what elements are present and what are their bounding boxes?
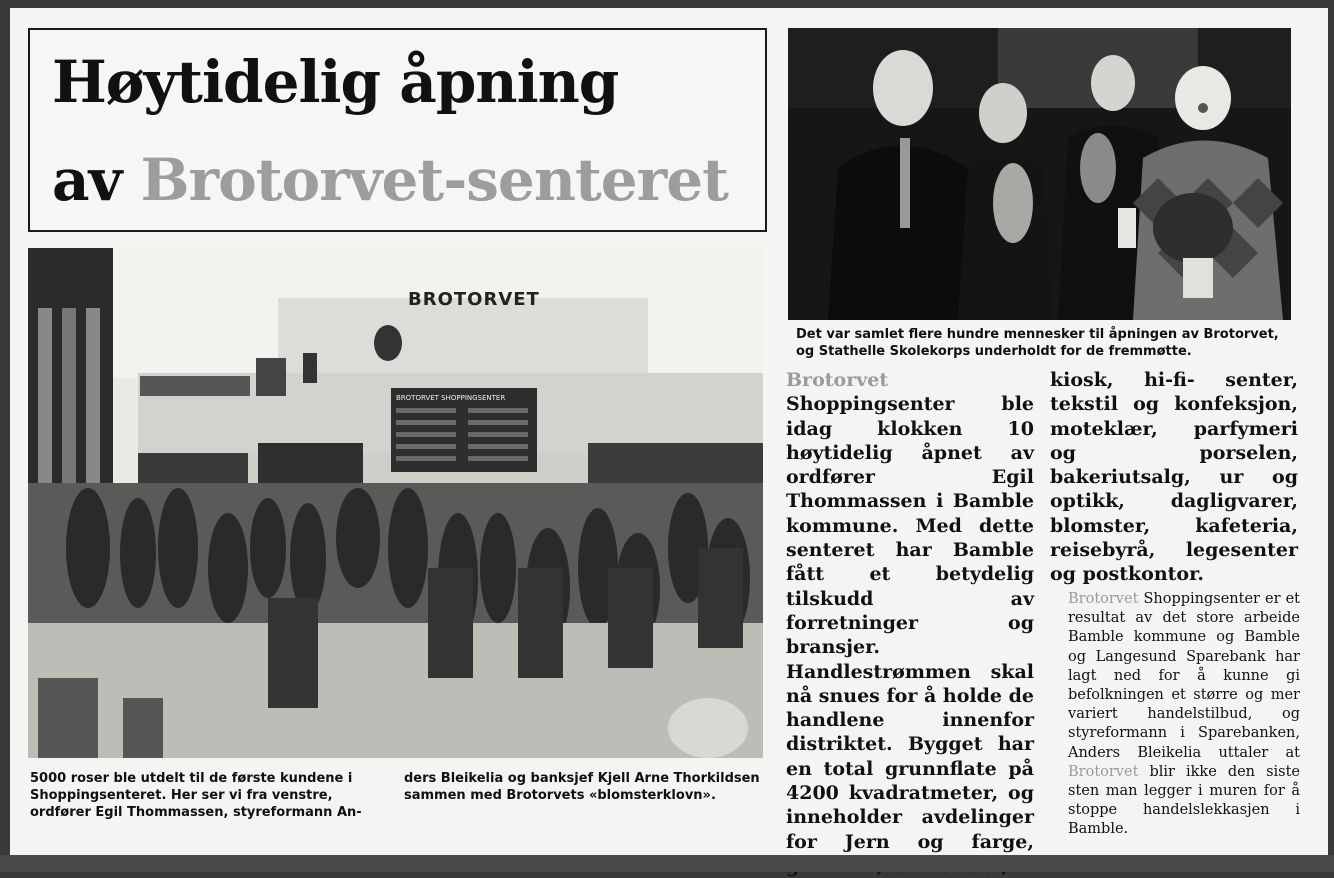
headline-box — [28, 28, 767, 232]
headline-prefix: av — [52, 146, 122, 214]
directory-board-title: BROTORVET SHOPPINGSENTER — [396, 394, 506, 402]
right-photo-caption: Det var samlet flere hundre mennesker til åpningen av Brotorvet, og Stathelle Skolekorps underholdt for de fremmøtte. — [796, 327, 1279, 359]
article-lede-name: Brotorvet — [786, 369, 889, 391]
left-photo-caption-part2: ders Bleikelia og banksjef Kjell Arne Thorkildsen sammen med Brotorvets «blomsterklovn». — [404, 771, 760, 803]
para2-name-2: Brotorvet — [1068, 763, 1139, 780]
article-paragraph-2 — [1068, 590, 1300, 840]
dignitaries-photo — [788, 28, 1291, 320]
para2-name: Brotorvet — [1068, 591, 1139, 607]
para2-text-b: blir ikke den siste sten man legger i muren for å stoppe handelslekkasjen i Bamble. — [1068, 763, 1300, 838]
headline-name: Brotorvet-senteret — [140, 146, 728, 214]
shopping-center-photo — [28, 248, 763, 758]
building-sign: BROTORVET — [408, 289, 540, 310]
para2-text-a: Shoppingsenter er et resultat av det store arbeide Bamble kommune og Bamble og Langesund Sparebank har lagt ned for å kunne gi befolkningen et større og mer variert handelstilbud, og styreformann i Sparebanken, Anders Bleikelia uttaler at — [1068, 591, 1300, 761]
article-column-1-text: Shoppingsenter ble idag klokken 10 høytidelig åpnet av ordfører Egil Thommassen i Bamble kommune. Med dette senteret har Bamble fått et betydelig tilskudd av forretninger og bransjer. Handlestrømmen skal nå snues for å holde de handlene innenfor distriktet. Bygget har en total grunnflate på 4200 kvadratmeter, og inneholder avdelinger for Jern og farge, — [786, 393, 1034, 853]
headline-line-1: Høytidelig åpning — [52, 48, 619, 116]
page-edge-shadow — [0, 855, 1334, 872]
article-column-2: kiosk, hi-fi- senter, tekstil og konfeksjon, moteklær, parfymeri og porselen, bakeriutsalg, ur og optikk, dagligvarer, blomster, kafeteria, reisebyrå, legesenter og postkontor. — [1050, 369, 1298, 586]
article-column-1 — [786, 368, 1034, 878]
headline-line-2 — [52, 146, 728, 214]
left-photo-caption-part1: 5000 roser ble utdelt til de første kundene i Shoppingsenteret. Her ser vi fra venstre, ordfører Egil Thommassen, styreformann An- — [30, 771, 362, 820]
